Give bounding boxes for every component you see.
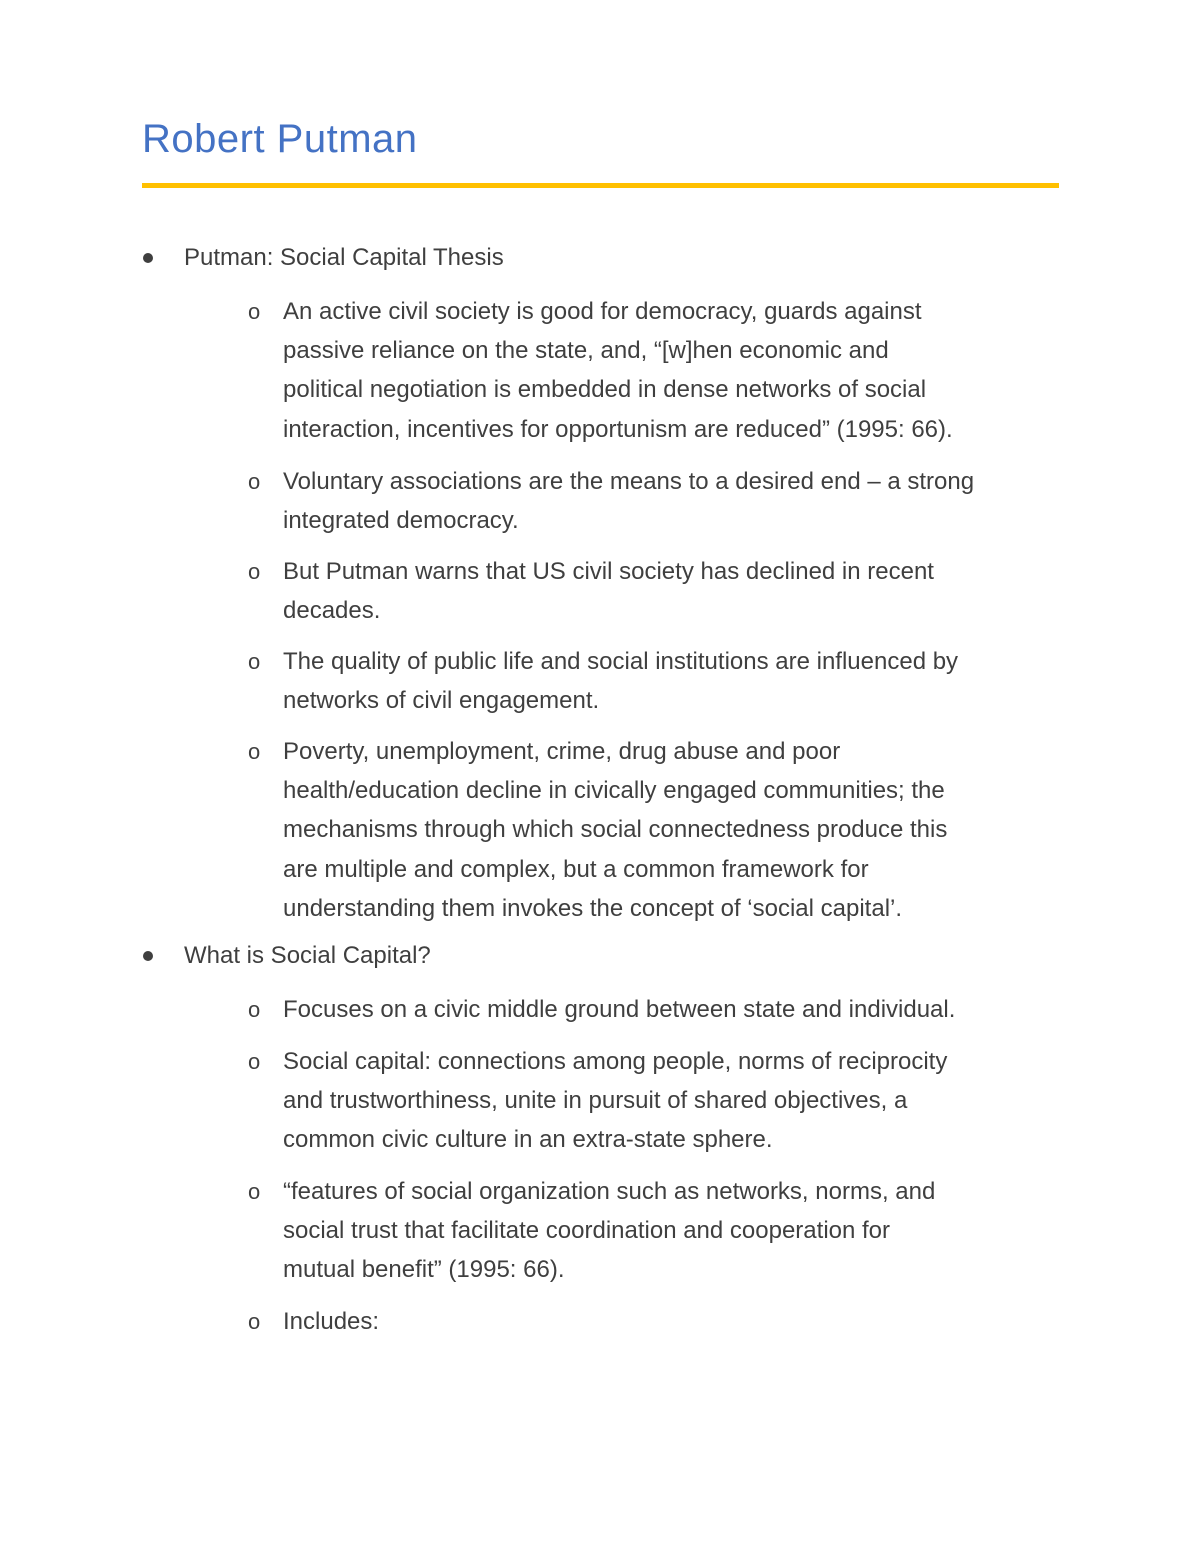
text-line: The quality of public life and social institutions are influenced by	[283, 648, 959, 675]
text-line: integrated democracy.	[283, 507, 519, 535]
text-line: understanding them invokes the concept of ‘social capital’.	[283, 894, 903, 922]
list-item-text	[283, 642, 1073, 720]
text-line: social trust that facilitate coordination and cooperation for	[283, 1217, 891, 1245]
sub-bullet-marker-icon: o	[248, 559, 261, 584]
text-line: Focuses on a civic middle ground between state and individual.	[283, 996, 956, 1023]
text-line: Includes:	[283, 1308, 380, 1335]
bullet-dot-icon	[143, 951, 153, 961]
text-line: political negotiation is embedded in dense networks of social	[283, 376, 927, 404]
list-item-text	[283, 462, 1073, 540]
list-item-text	[283, 1042, 1073, 1160]
text-line: mutual benefit” (1995: 66).	[283, 1256, 565, 1284]
sub-bullet-marker-icon: o	[248, 1179, 261, 1204]
text-line: common civic culture in an extra-state sphere.	[283, 1126, 773, 1154]
sub-bullet-marker-icon: o	[248, 649, 261, 674]
sub-bullet-marker-icon: o	[248, 1049, 261, 1074]
list-item-text	[283, 1172, 1073, 1290]
text-line: Poverty, unemployment, crime, drug abuse and poor	[283, 738, 841, 765]
text-line: passive reliance on the state, and, “[w]hen economic and	[283, 337, 889, 365]
text-line: and trustworthiness, unite in pursuit of shared objectives, a	[283, 1087, 908, 1115]
sub-bullet-marker-icon: o	[248, 997, 261, 1022]
text-line: health/education decline in civically engaged communities; the	[283, 777, 945, 805]
text-line: Social capital: connections among people, norms of reciprocity	[283, 1048, 948, 1075]
text-line: mechanisms through which social connectedness produce this	[283, 816, 948, 844]
text-line: interaction, incentives for opportunism are reduced” (1995: 66).	[283, 415, 953, 443]
bullet-dot-icon	[143, 253, 153, 263]
text-line: are multiple and complex, but a common framework for	[283, 855, 869, 883]
sub-bullet-marker-icon: o	[248, 739, 261, 764]
title-underline-rule	[142, 183, 1059, 188]
sub-bullet-marker-icon: o	[248, 299, 261, 324]
list-item-text	[283, 1302, 1073, 1341]
text-line: But Putman warns that US civil society has declined in recent	[283, 558, 934, 585]
section-heading: Putman: Social Capital Thesis	[184, 244, 504, 271]
page-title: Robert Putman	[142, 117, 418, 161]
text-line: networks of civil engagement.	[283, 687, 600, 715]
text-line: Voluntary associations are the means to a desired end – a strong	[283, 468, 975, 495]
text-line: An active civil society is good for democracy, guards against	[283, 298, 922, 325]
section-heading: What is Social Capital?	[184, 942, 431, 969]
sub-bullet-marker-icon: o	[248, 1309, 261, 1334]
text-line: “features of social organization such as networks, norms, and	[283, 1178, 936, 1205]
list-item-text	[283, 292, 1073, 449]
text-line: decades.	[283, 597, 381, 625]
list-item-text	[283, 990, 1073, 1029]
list-item-text	[283, 552, 1073, 630]
list-item-text	[283, 732, 1073, 928]
sub-bullet-marker-icon: o	[248, 469, 261, 494]
